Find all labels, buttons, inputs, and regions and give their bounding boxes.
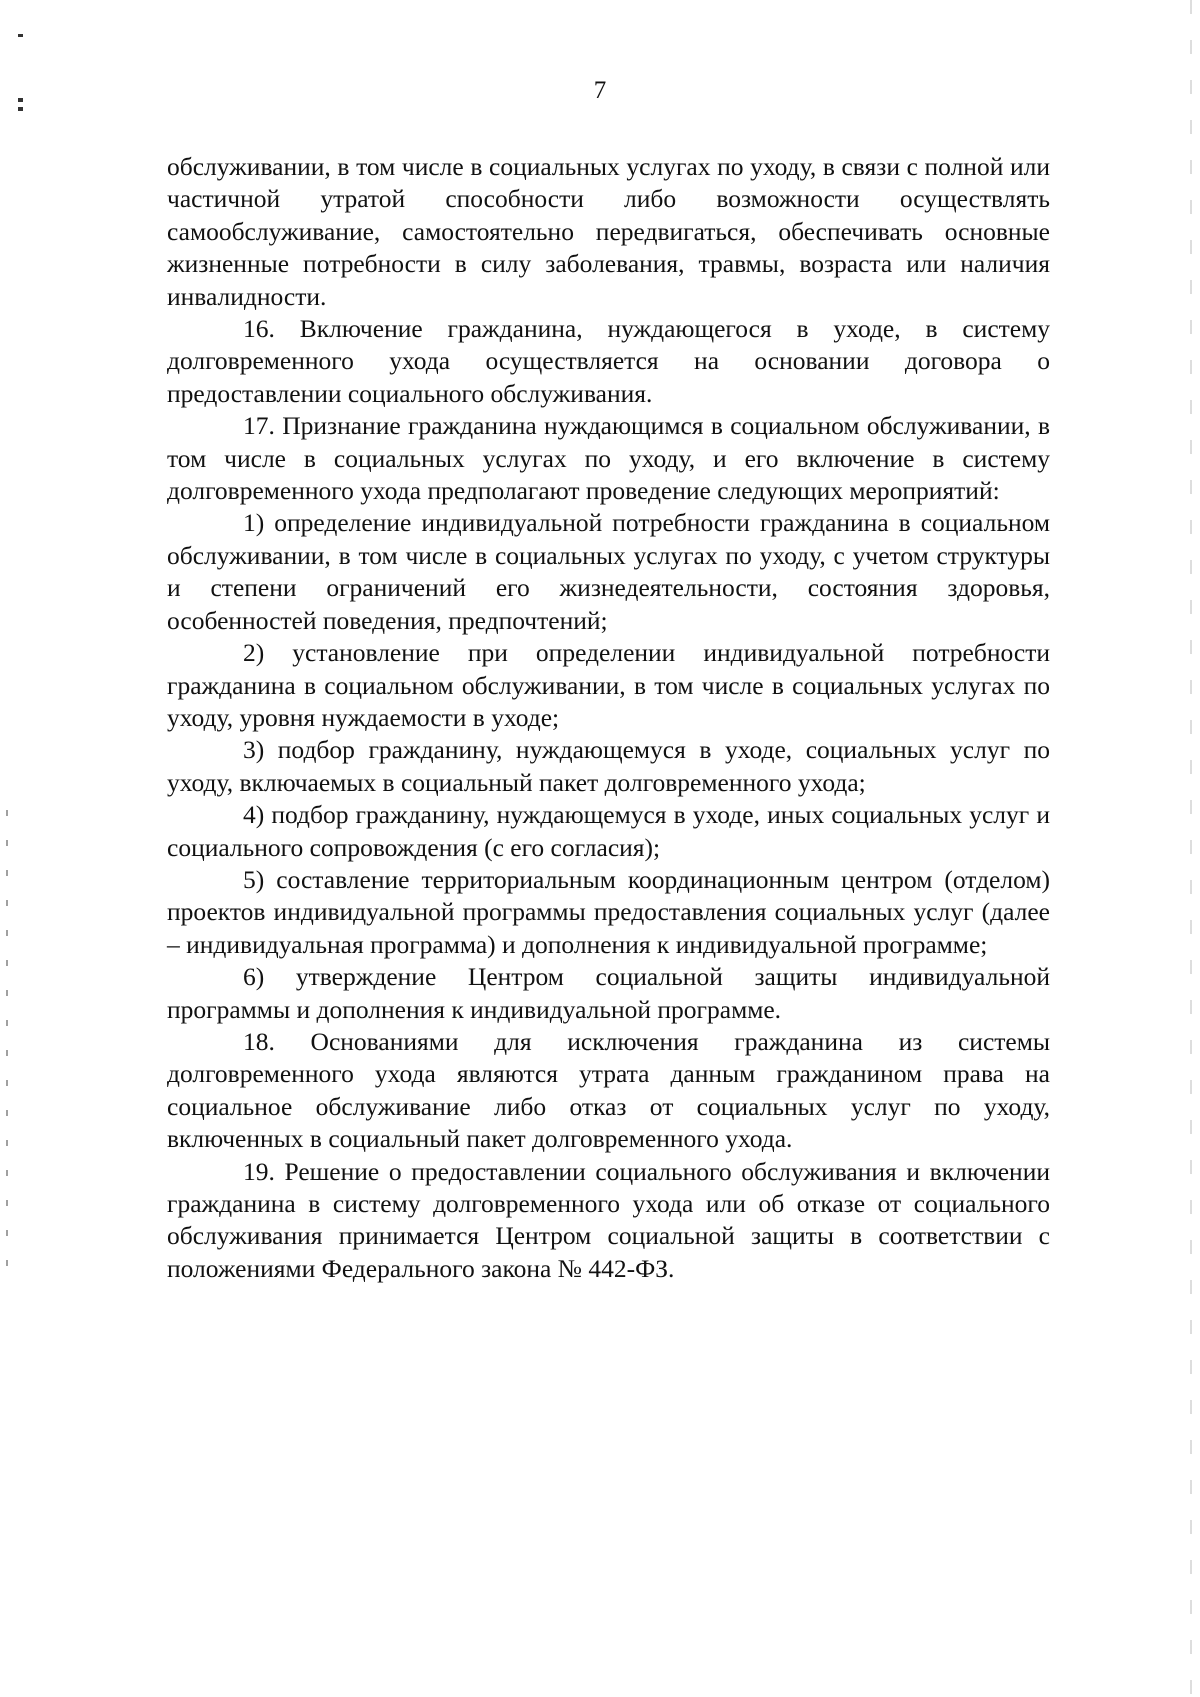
- paragraph-item-18: 18. Основаниями для исключения гражданина из системы долговременного ухода являются утрата данным гражданином права на социальное обслуживание либо отказ от социальных услуг по уходу, включенных в социальный пакет долговременного ухода.: [167, 1026, 1050, 1154]
- subitem-2: 2) установление при определении индивидуальной потребности гражданина в социальном обслуживании, в том числе в социальных услугах по уходу, уровня нуждаемости в уходе;: [167, 638, 1050, 732]
- scan-artifact-mark: [18, 107, 23, 111]
- document-body: [167, 151, 1050, 1285]
- scan-artifact-mark: [18, 34, 23, 37]
- page-number: 7: [593, 77, 607, 104]
- subitem-4: 4) подбор гражданину, нуждающемуся в уходе, иных социальных услуг и социального сопровождения (с его согласия);: [167, 800, 1050, 862]
- subitem-1: 1) определение индивидуальной потребности гражданина в социальном обслуживании, в том числе в социальных услугах по уходу, с учетом структуры и степени ограничений его жизнедеятельности, состояния здоровья, особенностей поведения, предпочтений;: [167, 508, 1050, 635]
- scan-edge-left: [6, 810, 8, 1270]
- subitem-5: 5) составление территориальным координационным центром (отделом) проектов индивидуальной программы предоставления социальных услуг (далее – индивидуальная программа) и дополнения к индивидуальной программе;: [167, 864, 1050, 959]
- scan-edge-right: [1190, 0, 1192, 1697]
- paragraph-item-17: 17. Признание гражданина нуждающимся в социальном обслуживании, в том числе в социальных услугах по уходу, и его включение в систему долговременного ухода предполагают проведение следующих мероприятий:: [167, 411, 1050, 506]
- paragraph-item-16: 16. Включение гражданина, нуждающегося в уходе, в систему долговременного ухода осуществляется на основании договора о предоставлении социального обслуживания.: [167, 314, 1050, 408]
- subitem-3: 3) подбор гражданину, нуждающемуся в уходе, социальных услуг по уходу, включаемых в социальный пакет долговременного ухода;: [167, 735, 1050, 797]
- paragraph-item-19: 19. Решение о предоставлении социального обслуживания и включении гражданина в систему долговременного ухода или об отказе от социального обслуживания принимается Центром социальной защиты в соответствии с положениями Федерального закона № 442-ФЗ.: [167, 1156, 1050, 1283]
- paragraph-continuation: обслуживании, в том числе в социальных услугах по уходу, в связи с полной или частичной утратой способности либо возможности осуществлять самообслуживание, самостоятельно передвигаться, обеспечивать основные жизненные потребности в силу заболевания, травмы, возраста или наличия инвалидности.: [167, 152, 1050, 311]
- subitem-6: 6) утверждение Центром социальной защиты индивидуальной программы и дополнения к индивидуальной программе.: [167, 962, 1050, 1024]
